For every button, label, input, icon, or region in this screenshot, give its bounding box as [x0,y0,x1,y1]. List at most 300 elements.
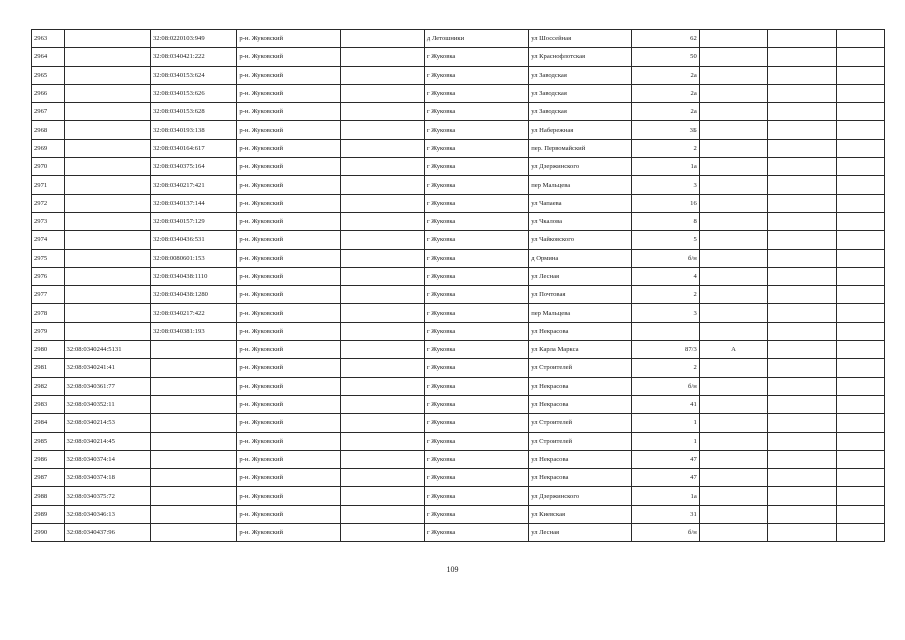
cell-district: р-н. Жуковский [237,84,340,102]
cell-row-number: 2988 [32,487,65,505]
cell-locality: г Жуковка [424,231,528,249]
cell-row-number: 2965 [32,66,65,84]
cell-cadastral-number [64,30,150,48]
cell-empty [340,377,424,395]
cell-district: р-н. Жуковский [237,487,340,505]
cell-cadastral-number: 32:08:0340214:45 [64,432,150,450]
cell-cadastral-number-alt [150,395,236,413]
cell-cadastral-number [64,212,150,230]
cell-locality: г Жуковка [424,322,528,340]
cell-district: р-н. Жуковский [237,469,340,487]
cell-cadastral-number-alt: 32:08:0340153:624 [150,66,236,84]
cell-empty [340,524,424,542]
cell-empty [836,121,884,139]
cell-district: р-н. Жуковский [237,359,340,377]
property-register-table [31,29,885,542]
table-row [32,469,885,487]
table-row [32,414,885,432]
cell-building-letter [699,505,767,523]
cell-house-number: 50 [632,48,699,66]
cell-building-letter [699,231,767,249]
cell-cadastral-number-alt: 32:08:0340164:617 [150,139,236,157]
cell-row-number: 2979 [32,322,65,340]
cell-district: р-н. Жуковский [237,194,340,212]
cell-street: ул Некрасова [529,322,632,340]
cell-district: р-н. Жуковский [237,304,340,322]
cell-building-letter [699,432,767,450]
cell-locality: г Жуковка [424,48,528,66]
cell-empty [340,286,424,304]
cell-empty [340,414,424,432]
table-row [32,231,885,249]
cell-house-number: б/н [632,377,699,395]
cell-row-number: 2981 [32,359,65,377]
cell-row-number: 2967 [32,103,65,121]
cell-district: р-н. Жуковский [237,158,340,176]
cell-cadastral-number: 32:08:0340374:14 [64,450,150,468]
cell-row-number: 2990 [32,524,65,542]
cell-street: ул Лесная [529,524,632,542]
cell-house-number: 4 [632,267,699,285]
cell-district: р-н. Жуковский [237,176,340,194]
cell-empty [836,249,884,267]
cell-street: ул Строителей [529,359,632,377]
cell-empty [340,66,424,84]
cell-building-letter [699,139,767,157]
table-row [32,377,885,395]
cell-cadastral-number [64,48,150,66]
cell-locality: г Жуковка [424,103,528,121]
cell-district: р-н. Жуковский [237,121,340,139]
cell-locality: г Жуковка [424,267,528,285]
cell-locality: г Жуковка [424,414,528,432]
cell-cadastral-number-alt: 32:08:0340217:422 [150,304,236,322]
cell-street: ул Дзержинского [529,158,632,176]
cell-empty [768,66,836,84]
cell-row-number: 2982 [32,377,65,395]
cell-empty [836,158,884,176]
cell-cadastral-number-alt: 32:08:0340438:1110 [150,267,236,285]
page-number: 109 [446,565,459,574]
cell-building-letter [699,158,767,176]
cell-cadastral-number [64,103,150,121]
cell-cadastral-number [64,176,150,194]
cell-row-number: 2987 [32,469,65,487]
cell-cadastral-number [64,231,150,249]
cell-empty [836,322,884,340]
cell-house-number [632,322,699,340]
cell-cadastral-number-alt [150,432,236,450]
cell-street: ул Строителей [529,414,632,432]
cell-empty [836,359,884,377]
cell-cadastral-number: 32:08:0340241:41 [64,359,150,377]
cell-row-number: 2976 [32,267,65,285]
cell-street: ул Заводская [529,84,632,102]
cell-cadastral-number [64,322,150,340]
cell-cadastral-number [64,304,150,322]
cell-cadastral-number-alt: 32:08:0340153:628 [150,103,236,121]
cell-cadastral-number-alt [150,341,236,359]
cell-building-letter [699,450,767,468]
cell-street: ул Заводская [529,66,632,84]
cell-house-number: 47 [632,469,699,487]
cell-building-letter [699,48,767,66]
table-body [32,30,885,542]
cell-empty [340,121,424,139]
cell-district: р-н. Жуковский [237,395,340,413]
table-row [32,304,885,322]
cell-cadastral-number-alt: 32:08:0340375:164 [150,158,236,176]
cell-building-letter [699,212,767,230]
cell-district: р-н. Жуковский [237,139,340,157]
cell-building-letter [699,304,767,322]
cell-building-letter [699,286,767,304]
cell-cadastral-number-alt: 32:08:0220103:949 [150,30,236,48]
cell-empty [836,341,884,359]
cell-building-letter [699,487,767,505]
cell-locality: г Жуковка [424,505,528,523]
table-row [32,121,885,139]
cell-locality: г Жуковка [424,84,528,102]
cell-street: ул Строителей [529,432,632,450]
cell-empty [768,231,836,249]
table-row [32,505,885,523]
table-row [32,103,885,121]
cell-street: ул Краснофлотская [529,48,632,66]
cell-cadastral-number [64,121,150,139]
cell-empty [340,212,424,230]
cell-empty [836,103,884,121]
cell-street: ул Некрасова [529,469,632,487]
cell-empty [768,48,836,66]
cell-locality: г Жуковка [424,249,528,267]
cell-empty [768,304,836,322]
cell-row-number: 2973 [32,212,65,230]
cell-house-number: 1 [632,432,699,450]
cell-building-letter [699,469,767,487]
cell-cadastral-number-alt [150,377,236,395]
table-row [32,359,885,377]
table-row [32,524,885,542]
cell-house-number: 31 [632,505,699,523]
cell-empty [768,395,836,413]
cell-row-number: 2968 [32,121,65,139]
cell-cadastral-number-alt [150,505,236,523]
cell-locality: г Жуковка [424,395,528,413]
cell-row-number: 2977 [32,286,65,304]
cell-locality: г Жуковка [424,524,528,542]
cell-building-letter [699,359,767,377]
table-row [32,450,885,468]
cell-empty [340,139,424,157]
cell-empty [768,158,836,176]
cell-empty [836,505,884,523]
cell-cadastral-number [64,267,150,285]
cell-empty [340,103,424,121]
cell-cadastral-number-alt: 32:08:0080601:153 [150,249,236,267]
cell-cadastral-number-alt [150,359,236,377]
cell-building-letter [699,66,767,84]
cell-empty [836,377,884,395]
cell-house-number: 1а [632,158,699,176]
cell-street: ул Лесная [529,267,632,285]
cell-district: р-н. Жуковский [237,30,340,48]
cell-empty [768,414,836,432]
cell-street: ул Дзержинского [529,487,632,505]
cell-empty [836,395,884,413]
cell-locality: г Жуковка [424,66,528,84]
cell-empty [340,304,424,322]
cell-house-number: 62 [632,30,699,48]
cell-street: ул Чапаева [529,194,632,212]
cell-cadastral-number-alt: 32:08:0340217:421 [150,176,236,194]
cell-empty [836,524,884,542]
cell-cadastral-number: 32:08:0340375:72 [64,487,150,505]
cell-locality: г Жуковка [424,341,528,359]
cell-empty [768,524,836,542]
cell-district: р-н. Жуковский [237,524,340,542]
cell-cadastral-number: 32:08:0340346:13 [64,505,150,523]
cell-empty [836,30,884,48]
cell-cadastral-number: 32:08:0340244:5131 [64,341,150,359]
cell-row-number: 2966 [32,84,65,102]
cell-empty [340,194,424,212]
cell-empty [768,432,836,450]
cell-empty [340,505,424,523]
cell-row-number: 2972 [32,194,65,212]
cell-district: р-н. Жуковский [237,414,340,432]
cell-empty [836,304,884,322]
cell-cadastral-number-alt: 32:08:0340421:222 [150,48,236,66]
cell-cadastral-number-alt: 32:08:0340438:1280 [150,286,236,304]
cell-empty [340,450,424,468]
cell-district: р-н. Жуковский [237,322,340,340]
cell-locality: г Жуковка [424,469,528,487]
cell-district: р-н. Жуковский [237,231,340,249]
cell-house-number: 1 [632,414,699,432]
table-row [32,176,885,194]
cell-building-letter [699,30,767,48]
cell-empty [340,84,424,102]
cell-building-letter [699,524,767,542]
cell-cadastral-number: 32:08:0340214:53 [64,414,150,432]
cell-empty [340,48,424,66]
cell-empty [768,212,836,230]
cell-house-number: 2а [632,103,699,121]
cell-locality: г Жуковка [424,359,528,377]
cell-empty [340,487,424,505]
table-row [32,249,885,267]
cell-empty [768,341,836,359]
table-row [32,194,885,212]
cell-empty [768,377,836,395]
cell-empty [836,176,884,194]
cell-cadastral-number: 32:08:0340361:77 [64,377,150,395]
cell-empty [836,66,884,84]
cell-building-letter [699,103,767,121]
cell-district: р-н. Жуковский [237,267,340,285]
cell-house-number: 2а [632,84,699,102]
cell-cadastral-number: 32:08:0340352:11 [64,395,150,413]
cell-empty [768,176,836,194]
cell-street: ул Почтовая [529,286,632,304]
cell-locality: д Летошники [424,30,528,48]
cell-row-number: 2970 [32,158,65,176]
cell-building-letter [699,249,767,267]
cell-building-letter [699,414,767,432]
cell-locality: г Жуковка [424,194,528,212]
cell-row-number: 2969 [32,139,65,157]
cell-row-number: 2983 [32,395,65,413]
cell-cadastral-number [64,158,150,176]
cell-district: р-н. Жуковский [237,249,340,267]
cell-cadastral-number-alt [150,414,236,432]
cell-district: р-н. Жуковский [237,103,340,121]
cell-house-number: 1а [632,487,699,505]
cell-locality: г Жуковка [424,212,528,230]
cell-row-number: 2989 [32,505,65,523]
cell-empty [340,432,424,450]
cell-street: ул Некрасова [529,377,632,395]
cell-locality: г Жуковка [424,158,528,176]
cell-house-number: 3 [632,304,699,322]
cell-empty [768,249,836,267]
table-row [32,395,885,413]
cell-empty [768,286,836,304]
cell-empty [768,139,836,157]
cell-district: р-н. Жуковский [237,48,340,66]
table-row [32,286,885,304]
cell-empty [836,194,884,212]
cell-house-number: 3 [632,176,699,194]
cell-empty [768,469,836,487]
cell-empty [768,103,836,121]
cell-locality: г Жуковка [424,304,528,322]
cell-empty [836,286,884,304]
cell-empty [340,322,424,340]
cell-street: ул Шоссейная [529,30,632,48]
cell-cadastral-number: 32:08:0340437:96 [64,524,150,542]
cell-street: пер Мальцева [529,304,632,322]
cell-empty [768,30,836,48]
cell-empty [768,322,836,340]
cell-cadastral-number-alt: 32:08:0340381:193 [150,322,236,340]
cell-building-letter [699,194,767,212]
cell-district: р-н. Жуковский [237,286,340,304]
cell-house-number: 5 [632,231,699,249]
cell-cadastral-number-alt [150,487,236,505]
cell-cadastral-number [64,194,150,212]
cell-empty [836,414,884,432]
cell-locality: г Жуковка [424,377,528,395]
cell-empty [836,231,884,249]
cell-house-number: 16 [632,194,699,212]
cell-empty [340,395,424,413]
cell-building-letter [699,322,767,340]
cell-empty [768,121,836,139]
cell-empty [836,267,884,285]
cell-district: р-н. Жуковский [237,432,340,450]
cell-empty [768,267,836,285]
cell-empty [340,469,424,487]
cell-cadastral-number-alt [150,450,236,468]
cell-house-number: 2 [632,139,699,157]
table-row [32,212,885,230]
cell-locality: г Жуковка [424,487,528,505]
cell-row-number: 2975 [32,249,65,267]
cell-cadastral-number-alt: 32:08:0340137:144 [150,194,236,212]
cell-district: р-н. Жуковский [237,377,340,395]
cell-cadastral-number-alt: 32:08:0340193:138 [150,121,236,139]
cell-empty [768,359,836,377]
cell-house-number: 2 [632,359,699,377]
cell-empty [836,212,884,230]
table-row [32,267,885,285]
table-row [32,30,885,48]
table-row [32,48,885,66]
cell-row-number: 2963 [32,30,65,48]
cell-row-number: 2986 [32,450,65,468]
cell-locality: г Жуковка [424,176,528,194]
cell-empty [768,450,836,468]
cell-cadastral-number: 32:08:0340374:18 [64,469,150,487]
cell-street: ул Некрасова [529,450,632,468]
cell-house-number: 47 [632,450,699,468]
cell-row-number: 2971 [32,176,65,194]
table-row [32,66,885,84]
cell-locality: г Жуковка [424,139,528,157]
cell-cadastral-number [64,249,150,267]
cell-empty [836,139,884,157]
cell-empty [836,48,884,66]
cell-street: пер Мальцева [529,176,632,194]
cell-house-number: б/н [632,249,699,267]
cell-cadastral-number [64,66,150,84]
cell-district: р-н. Жуковский [237,450,340,468]
cell-house-number: 87/3 [632,341,699,359]
cell-empty [768,505,836,523]
cell-cadastral-number [64,286,150,304]
cell-street: д Ормина [529,249,632,267]
cell-empty [836,487,884,505]
table-row [32,158,885,176]
cell-empty [836,84,884,102]
cell-empty [340,176,424,194]
cell-empty [340,231,424,249]
cell-empty [768,487,836,505]
table-row [32,432,885,450]
cell-locality: г Жуковка [424,450,528,468]
cell-street: ул Чайковского [529,231,632,249]
cell-locality: г Жуковка [424,121,528,139]
cell-house-number: 2а [632,66,699,84]
cell-empty [836,450,884,468]
cell-street: ул Некрасова [529,395,632,413]
cell-building-letter [699,176,767,194]
cell-locality: г Жуковка [424,432,528,450]
cell-row-number: 2974 [32,231,65,249]
cell-empty [768,84,836,102]
table-row [32,487,885,505]
cell-building-letter [699,395,767,413]
cell-row-number: 2984 [32,414,65,432]
cell-empty [340,158,424,176]
cell-cadastral-number-alt: 32:08:0340157:129 [150,212,236,230]
cell-street: ул Карла Маркса [529,341,632,359]
table-row [32,322,885,340]
table-row [32,84,885,102]
cell-cadastral-number-alt [150,469,236,487]
